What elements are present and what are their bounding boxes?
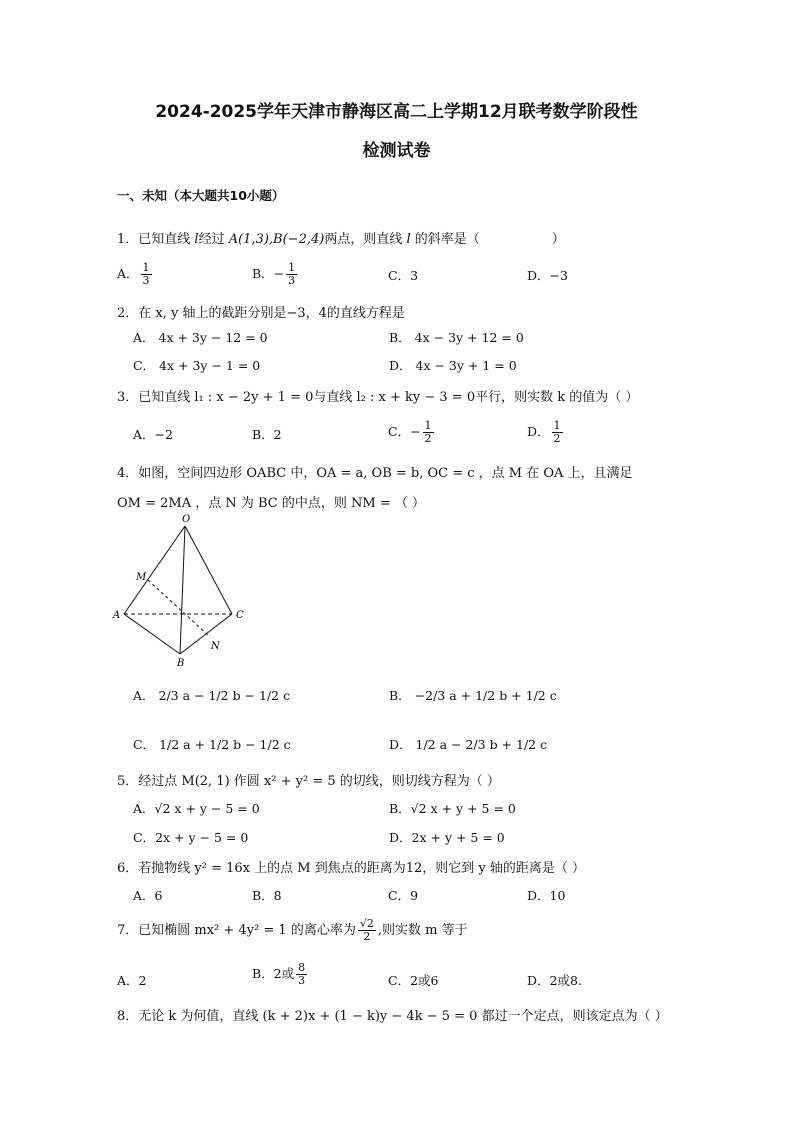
figure-label-a: A xyxy=(113,610,121,621)
question-1-option-b: B．− $\frac{1}{3}$ xyxy=(252,261,296,287)
question-4-stem-line1: 4．如图，空间四边形 OABC 中，OA = a, OB = b, OC = c ，点 M 在 OA 上，且满足 xyxy=(117,466,633,481)
question-7-option-c: C．2或6 xyxy=(388,973,439,988)
question-7-option-d: D．2或8. xyxy=(527,973,582,988)
question-4-option-d: D． 1/2 a − 2/3 b + 1/2 c xyxy=(389,737,548,752)
question-2-option-a: A． 4x + 3y − 12 = 0 xyxy=(133,330,268,345)
question-8-stem: 8．无论 k 为何值，直线 (k + 2)x + (1 − k)y − 4k − 5 = 0 都过一个定点，则该定点为（ ） xyxy=(117,1009,668,1024)
section-heading: 一、未知（本大题共10小题） xyxy=(117,188,285,203)
question-7-option-b: B．2或 $\frac{8}{3}$ xyxy=(252,961,306,987)
question-3-option-a: A．−2 xyxy=(133,427,173,442)
figure-label-n: N xyxy=(211,641,220,652)
question-4-option-c: C． 1/2 a + 1/2 b − 1/2 c xyxy=(133,737,291,752)
figure-label-m: M xyxy=(136,572,147,583)
question-2-option-b: B． 4x − 3y + 12 = 0 xyxy=(389,330,524,345)
question-6-option-d: D．10 xyxy=(527,888,566,903)
question-6-option-b: B．8 xyxy=(252,888,282,903)
question-5-option-a: A．√2 x + y − 5 = 0 xyxy=(133,801,260,816)
question-3-stem: 3．已知直线 l₁ : x − 2y + 1 = 0与直线 l₂ : x + ky − 3 = 0平行，则实数 k 的值为（ ） xyxy=(117,390,639,405)
question-6-option-a: A．6 xyxy=(133,888,163,903)
question-3-option-d: D． $\frac{1}{2}$ xyxy=(527,419,561,445)
question-4-option-b: B． −2/3 a + 1/2 b + 1/2 c xyxy=(389,688,557,703)
exam-title-line2: 检测试卷 xyxy=(362,141,431,161)
question-5-stem: 5．经过点 M(2, 1) 作圆 x² + y² = 5 的切线，则切线方程为（ ） xyxy=(117,774,500,789)
question-1-option-d: D．−3 xyxy=(527,268,568,283)
figure-label-b: B xyxy=(177,658,185,669)
figure-label-c: C xyxy=(236,610,244,621)
question-2-stem: 2．在 x, y 轴上的截距分别是−3，4的直线方程是 xyxy=(117,306,405,321)
question-1-stem: 1．已知直线 l经过 A(1,3),B(−2,4)两点，则直线 l 的斜率是（ ） xyxy=(117,232,565,247)
question-1-option-c: C．3 xyxy=(388,268,419,283)
question-3-option-c: C．− $\frac{1}{2}$ xyxy=(388,419,432,445)
question-5-option-b: B．√2 x + y + 5 = 0 xyxy=(389,801,516,816)
question-2-option-c: C． 4x + 3y − 1 = 0 xyxy=(133,358,261,373)
question-4-stem-line2: OM = 2MA ，点 N 为 BC 的中点，则 NM = （ ） xyxy=(117,496,425,511)
question-6-stem: 6．若抛物线 y² = 16x 上的点 M 到焦点的距离为12，则它到 y 轴的距离是（ ） xyxy=(117,861,585,876)
question-2-option-d: D． 4x − 3y + 1 = 0 xyxy=(389,358,517,373)
question-6-option-c: C．9 xyxy=(388,888,419,903)
question-5-option-d: D．2x + y + 5 = 0 xyxy=(389,830,505,845)
question-4-option-a: A． 2/3 a − 1/2 b − 1/2 c xyxy=(133,688,291,703)
question-7-stem: 7．已知椭圆 mx² + 4y² = 1 的离心率为 $\frac{√2}{2}$ ,则实数 m 等于 xyxy=(117,917,468,943)
question-5-option-c: C．2x + y − 5 = 0 xyxy=(133,830,249,845)
figure-label-o: O xyxy=(182,514,191,525)
tetrahedron-figure xyxy=(110,512,260,672)
question-1-option-a: A． $\frac{1}{3}$ xyxy=(117,261,150,287)
exam-title-line1: 2024-2025学年天津市静海区高二上学期12月联考数学阶段性 xyxy=(155,102,638,122)
question-3-option-b: B．2 xyxy=(252,427,282,442)
question-7-option-a: A．2 xyxy=(117,973,147,988)
